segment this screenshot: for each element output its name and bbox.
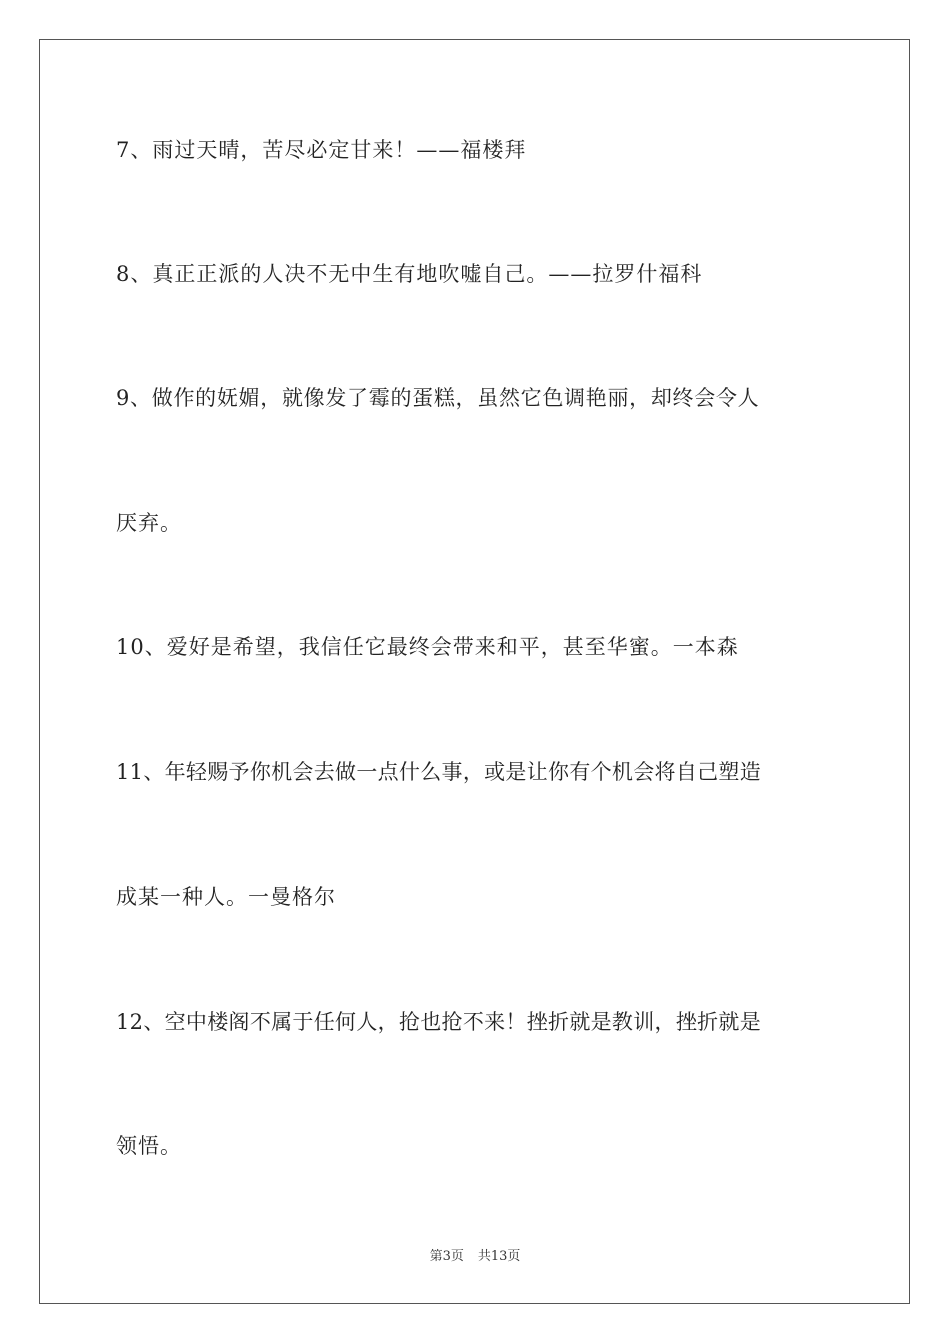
quote-line-11-continued: 成某一种人。一曼格尔 [116, 885, 336, 909]
quote-line-12: 12、空中楼阁不属于任何人，抢也抢不来！挫折就是教训，挫折就是 [116, 1010, 762, 1034]
quote-line-9: 9、做作的妩媚，就像发了霉的蛋糕，虽然它色调艳丽，却终会令人 [116, 386, 760, 410]
page-border [39, 39, 910, 1304]
quote-line-8: 8、真正正派的人决不无中生有地吹嘘自己。——拉罗什福科 [116, 262, 703, 286]
quote-line-10: 10、爱好是希望，我信任它最终会带来和平，甚至华蜜。一本森 [116, 635, 739, 659]
quote-line-12-continued: 领悟。 [116, 1134, 182, 1158]
quote-line-9-continued: 厌弃。 [116, 511, 182, 535]
quote-line-7: 7、雨过天晴，苦尽必定甘来！——福楼拜 [116, 138, 527, 162]
quote-line-11: 11、年轻赐予你机会去做一点什么事，或是让你有个机会将自己塑造 [116, 760, 762, 784]
page-total: 共13页 [477, 1249, 521, 1264]
page-footer [0, 1248, 950, 1266]
page-number: 第3页 [429, 1249, 464, 1264]
